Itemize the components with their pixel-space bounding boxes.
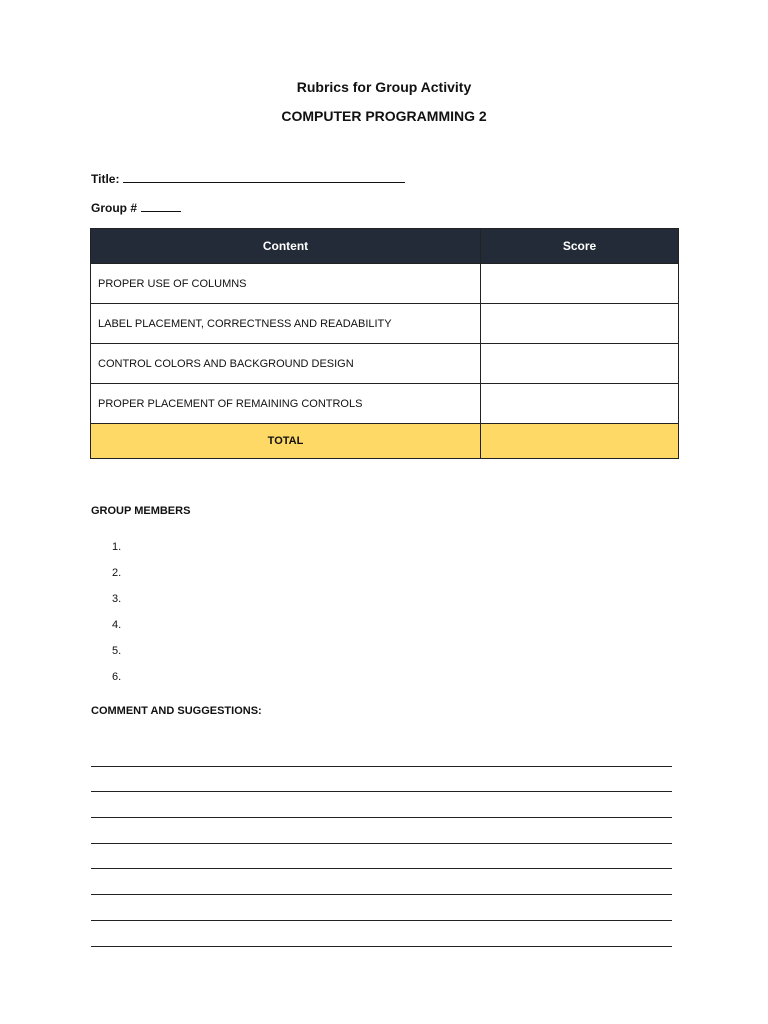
criterion-cell: PROPER PLACEMENT OF REMAINING CONTROLS — [91, 384, 481, 424]
rubric-table — [90, 228, 679, 459]
rubric-header-row — [91, 229, 679, 264]
title-field — [91, 170, 405, 186]
criterion-cell: CONTROL COLORS AND BACKGROUND DESIGN — [91, 344, 481, 384]
comment-lines — [91, 741, 672, 947]
criterion-cell: PROPER USE OF COLUMNS — [91, 264, 481, 304]
list-item: 1. — [112, 541, 122, 553]
total-label-cell: TOTAL — [91, 424, 481, 459]
comment-line[interactable] — [91, 844, 672, 870]
score-cell[interactable] — [481, 304, 679, 344]
comment-line[interactable] — [91, 869, 672, 895]
list-item: 5. — [112, 645, 122, 657]
table-row — [91, 344, 679, 384]
group-members-list — [112, 539, 121, 695]
comment-line[interactable] — [91, 767, 672, 793]
group-members-label: GROUP MEMBERS — [91, 505, 191, 517]
list-item: 3. — [112, 593, 122, 605]
document-subtitle: COMPUTER PROGRAMMING 2 — [281, 108, 487, 124]
title-label: Title: — [91, 172, 120, 186]
total-score-cell[interactable] — [481, 424, 679, 459]
score-cell[interactable] — [481, 264, 679, 304]
comment-line[interactable] — [91, 895, 672, 921]
group-field — [91, 199, 181, 215]
table-row — [91, 304, 679, 344]
total-row — [91, 424, 679, 459]
comment-line[interactable] — [91, 921, 672, 947]
criterion-cell: LABEL PLACEMENT, CORRECTNESS AND READABILITY — [91, 304, 481, 344]
comment-line[interactable] — [91, 741, 672, 767]
score-cell[interactable] — [481, 344, 679, 384]
list-item: 2. — [112, 567, 122, 579]
list-item: 4. — [112, 619, 122, 631]
document-title: Rubrics for Group Activity — [296, 79, 472, 95]
group-blank-line[interactable] — [141, 199, 181, 212]
comment-line[interactable] — [91, 818, 672, 844]
table-row — [91, 384, 679, 424]
group-label: Group # — [91, 201, 138, 215]
list-item: 6. — [112, 671, 122, 683]
comment-line[interactable] — [91, 792, 672, 818]
table-row — [91, 264, 679, 304]
comment-label: COMMENT AND SUGGESTIONS: — [91, 705, 262, 717]
score-column-header: Score — [481, 229, 679, 264]
title-blank-line[interactable] — [123, 170, 405, 183]
content-column-header: Content — [91, 229, 481, 264]
score-cell[interactable] — [481, 384, 679, 424]
